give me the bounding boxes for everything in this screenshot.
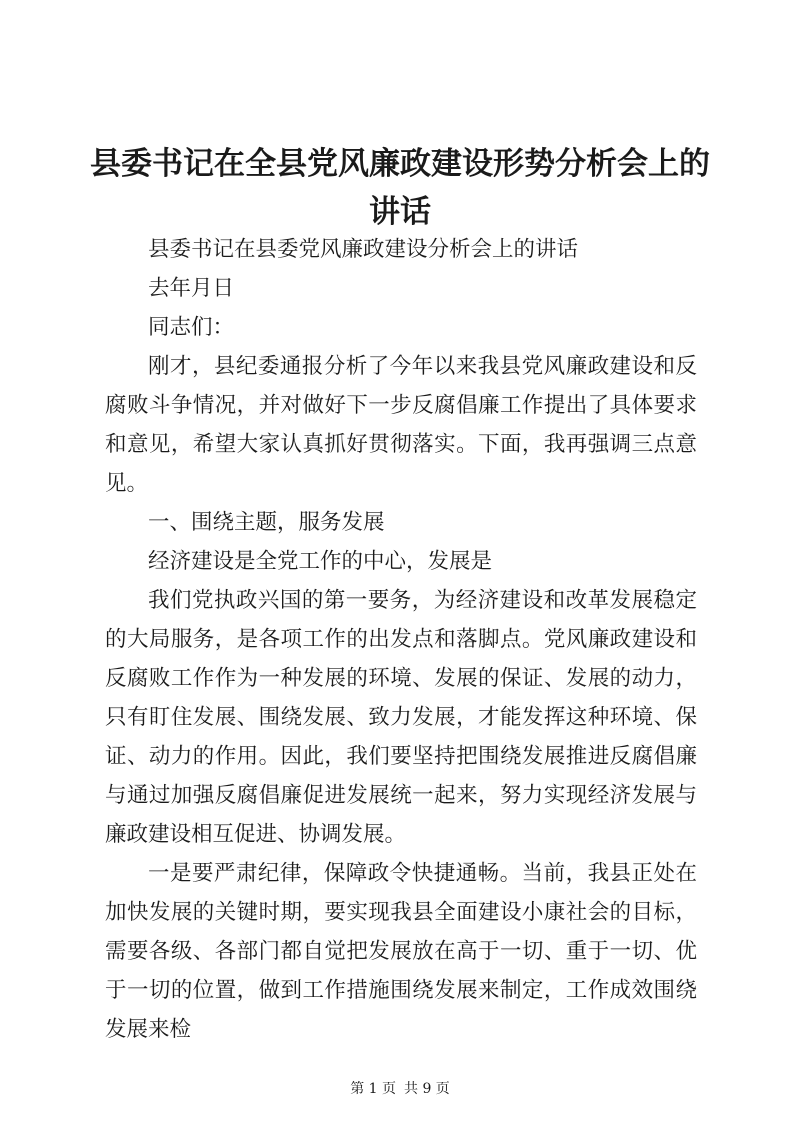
page-footer — [0, 1078, 800, 1098]
document-body — [105, 230, 697, 1049]
document-title: 县委书记在全县党风廉政建设形势分析会上的讲话 — [90, 146, 710, 230]
page-total: 共 9 页 — [404, 1081, 450, 1097]
body-paragraph: 经济建设是全党工作的中心，发展是 — [148, 549, 493, 574]
section-heading: 一、围绕主题，服务发展 — [148, 510, 385, 535]
body-paragraph: 刚才，县纪委通报分析了今年以来我县党风廉政建设和反腐败斗争情况，并对做好下一步反腐倡廉工作提出了具体要求和意见，希望大家认真抓好贯彻落实。下面，我再强调三点意见。 — [105, 354, 697, 496]
body-paragraph: 我们党执政兴国的第一要务，为经济建设和改革发展稳定的大局服务，是各项工作的出发点和落脚点。党风廉政建设和反腐败工作作为一种发展的环境、发展的保证、发展的动力，只有盯住发展、围绕发展、致力发展，才能发挥这种环境、保证、动力的作用。因此，我们要坚持把围绕发展推进反腐倡廉与通过加强反腐倡廉促进发展统一起来，努力实现经济发展与廉政建设相互促进、协调发展。 — [105, 588, 697, 847]
page-number: 第 1 页 — [350, 1081, 396, 1097]
subtitle-paragraph: 县委书记在县委党风廉政建设分析会上的讲话 — [148, 237, 579, 262]
body-paragraph: 一是要严肃纪律，保障政令快捷通畅。当前，我县正处在加快发展的关键时期，要实现我县全面建设小康社会的目标，需要各级、各部门都自觉把发展放在高于一切、重于一切、优于一切的位置，做到工作措施围绕发展来制定，工作成效围绕发展来检 — [105, 861, 697, 1042]
salutation-paragraph: 同志们： — [148, 315, 235, 340]
date-paragraph: 去年月日 — [148, 276, 235, 301]
